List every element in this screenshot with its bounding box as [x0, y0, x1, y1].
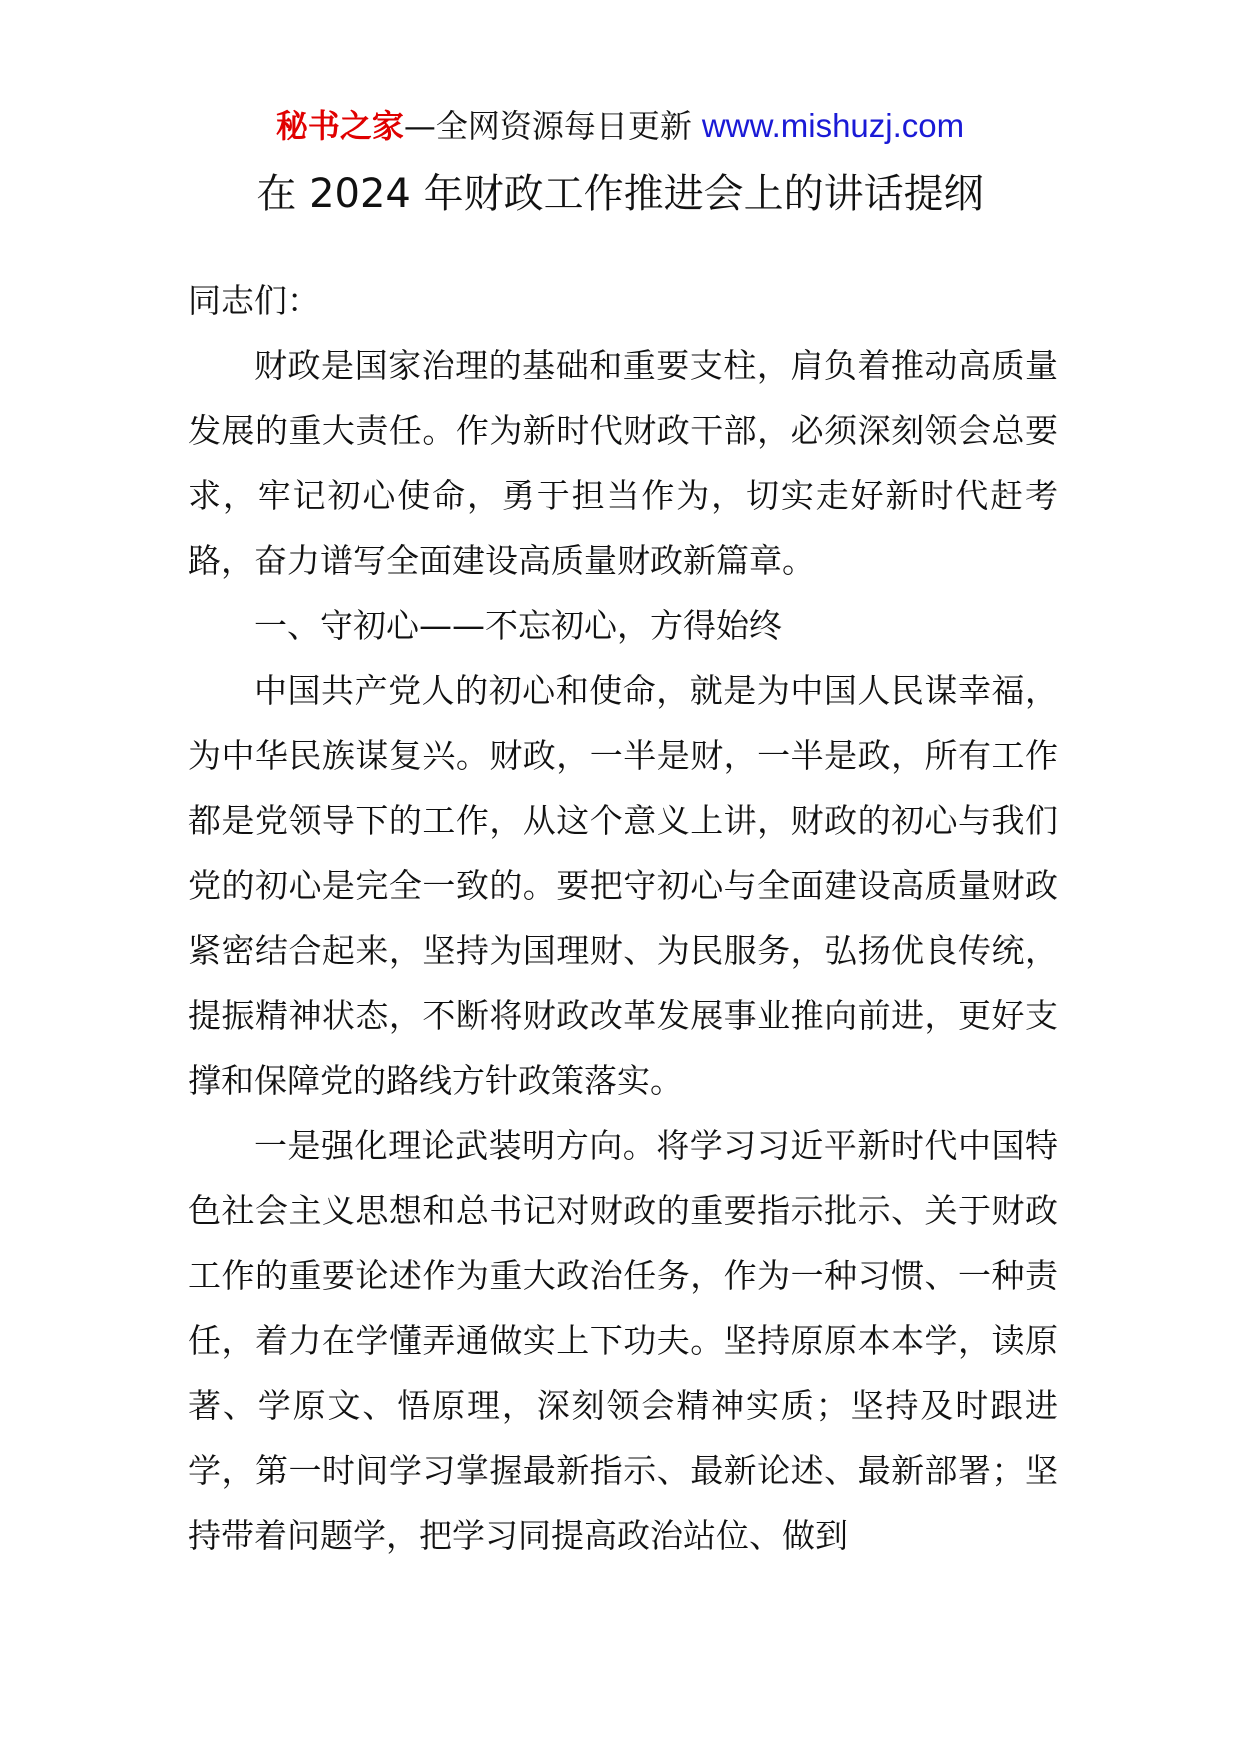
paragraph-initial-mission: 中国共产党人的初心和使命，就是为中国人民谋幸福，为中华民族谋复兴。财政，一半是财，一半是政，所有工作都是党领导下的工作，从这个意义上讲，财政的初心与我们党的初心是完全一致的。要把守初心与全面建设高质量财政紧密结合起来，坚持为国理财、为民服务，弘扬优良传统，提振精神状态，不断将财政改革发展事业推向前进，更好支撑和保障党的路线方针政策落实。: [188, 671, 1058, 1100]
brand-name: 秘书之家: [275, 107, 404, 145]
site-url-link[interactable]: www.mishuzj.com: [701, 107, 965, 144]
paragraph-intro: 财政是国家治理的基础和重要支柱，肩负着推动高质量发展的重大责任。作为新时代财政干部，必须深刻领会总要求，牢记初心使命，勇于担当作为，切实走好新时代赶考路，奋力谱写全面建设高质量财政新篇章。: [188, 346, 1058, 580]
paragraph-theory-study: 一是强化理论武装明方向。将学习习近平新时代中国特色社会主义思想和总书记对财政的重要指示批示、关于财政工作的重要论述作为重大政治任务，作为一种习惯、一种责任，着力在学懂弄通做实上下功夫。坚持原原本本学，读原著、学原文、悟原理，深刻领会精神实质；坚持及时跟进学，第一时间学习掌握最新指示、最新论述、最新部署；坚持带着问题学，把学习同提高政治站位、做到: [188, 1126, 1058, 1555]
salutation: 同志们：: [188, 281, 320, 320]
site-banner: [0, 104, 1240, 148]
banner-tagline: —全网资源每日更新: [403, 107, 692, 145]
document-title: 在 2024 年财政工作推进会上的讲话提纲: [256, 171, 984, 217]
section-heading-1: 一、守初心——不忘初心，方得始终: [254, 606, 782, 645]
document-body: [188, 268, 1058, 1568]
